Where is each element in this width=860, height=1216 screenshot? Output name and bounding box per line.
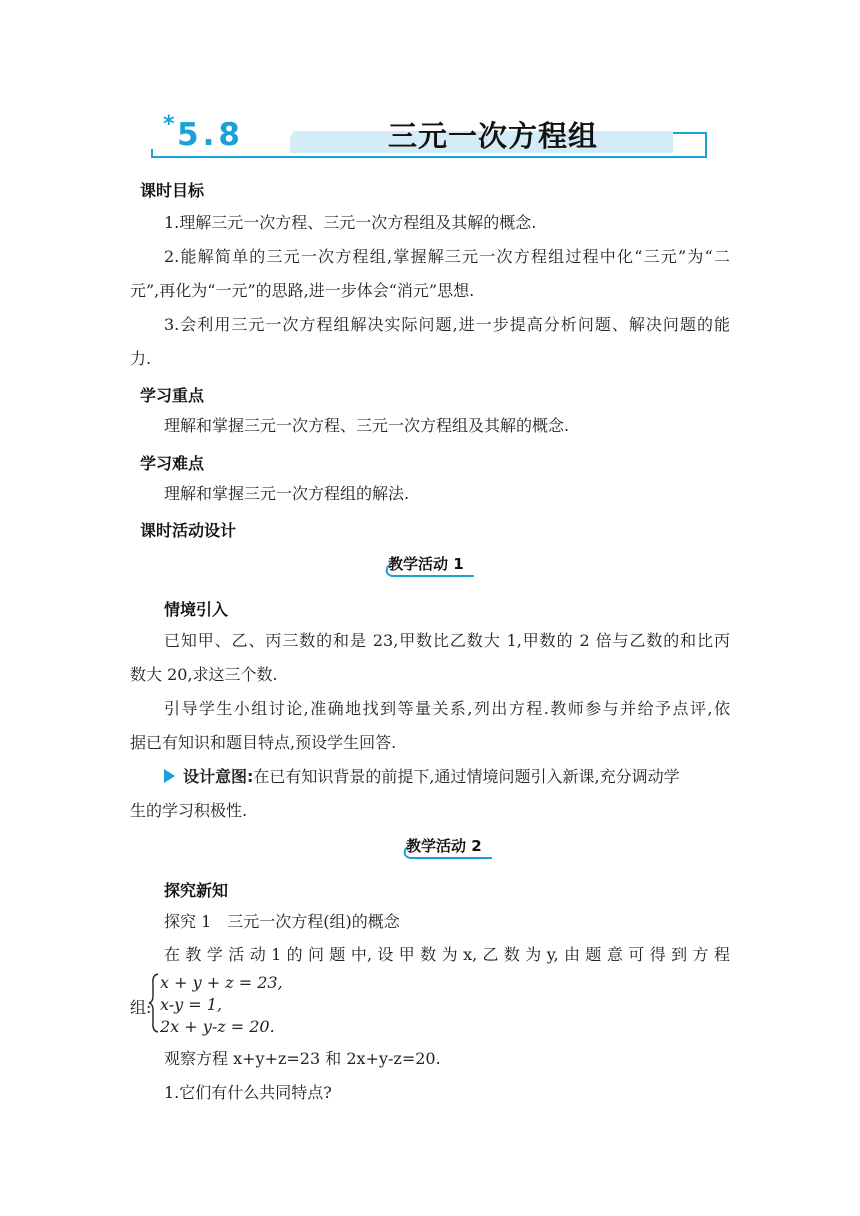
play-triangle-icon — [164, 769, 175, 783]
activity-1-problem-line2: 数大 20,求这三个数. — [130, 665, 278, 684]
objective-item-2-line2: 元”,再化为“一元”的思路,进一步体会“消元”思想. — [130, 281, 475, 300]
difficulties-heading: 学习难点 — [140, 454, 205, 473]
design-intent-line1 — [164, 766, 730, 788]
activity-2-label: 教学活动 2 — [406, 837, 482, 855]
objective-item-3-line1: 3.会利用三元一次方程组解决实际问题,进一步提高分析问题、解决问题的能 — [164, 315, 730, 334]
objective-item-2-line1: 2.能解简单的三元一次方程组,掌握解三元一次方程组过程中化“三元”为“二 — [164, 247, 730, 266]
objective-item-3-line2: 力. — [130, 349, 152, 368]
page-title: 三元一次方程组 — [388, 119, 599, 153]
explore-setup-line1: 在 教 学 活 动 1 的 问 题 中, 设 甲 数 为 x, 乙 数 为 y, 由 题 意 可 得 到 方 程 — [164, 945, 730, 964]
activity-1-guide-line1: 引导学生小组讨论,准确地找到等量关系,列出方程.教师参与并给予点评,依 — [164, 699, 730, 718]
activity-1-guide-line2: 据已有知识和题目特点,预设学生回答. — [130, 733, 397, 752]
objective-item-1: 1.理解三元一次方程、三元一次方程组及其解的概念. — [164, 213, 537, 232]
question-1: 1.它们有什么共同特点? — [164, 1083, 332, 1102]
key-points-heading: 学习重点 — [140, 386, 205, 405]
explore-1-title: 探究 1 三元一次方程(组)的概念 — [164, 912, 400, 931]
activity-1-problem-line1: 已知甲、乙、丙三数的和是 23,甲数比乙数大 1,甲数的 2 倍与乙数的和比丙 — [164, 631, 730, 650]
design-intent-text: 在已有知识背景的前提下,通过情境问题引入新课,充分调动学 — [253, 767, 680, 786]
system-left-brace — [147, 972, 161, 1034]
design-intent-line2: 生的学习积极性. — [130, 801, 248, 820]
observe-equations: 观察方程 x+y+z=23 和 2x+y-z=20. — [164, 1049, 441, 1068]
objectives-heading: 课时目标 — [140, 181, 205, 200]
system-prefix: 组: — [130, 998, 152, 1017]
section-number: 5.8 — [177, 117, 244, 153]
system-equation-1: x + y + z = 23, — [160, 973, 283, 992]
key-points-text: 理解和掌握三元一次方程、三元一次方程组及其解的概念. — [164, 416, 570, 435]
activity-1-label: 教学活动 1 — [388, 555, 464, 573]
system-equation-3: 2x + y-z = 20. — [160, 1017, 275, 1036]
design-intent-label: 设计意图: — [183, 767, 254, 786]
activity-design-heading: 课时活动设计 — [140, 521, 237, 540]
optional-section-star: * — [163, 112, 175, 137]
activity-1-subheading: 情境引入 — [164, 600, 229, 619]
system-equation-2: x-y = 1, — [160, 995, 223, 1014]
activity-2-subheading: 探究新知 — [164, 881, 229, 900]
difficulties-text: 理解和掌握三元一次方程组的解法. — [164, 484, 410, 503]
